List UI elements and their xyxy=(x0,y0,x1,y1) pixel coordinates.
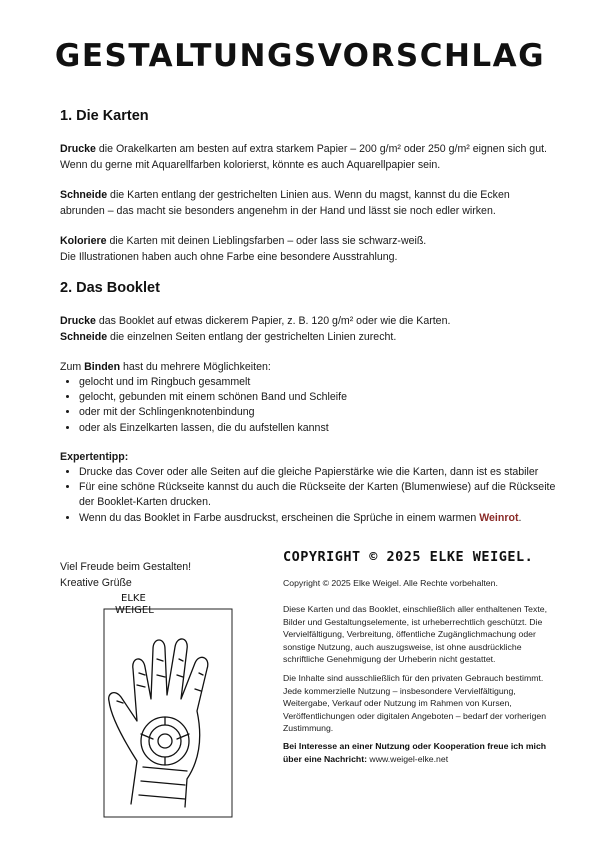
contact-bold: Bei Interesse an einer Nutzung oder Kooperation freue ich mich über eine Nachricht: xyxy=(283,741,547,764)
section-heading-booklet: 2. Das Booklet xyxy=(60,280,160,296)
bold-label: Schneide xyxy=(60,330,108,343)
bold-label: Drucke xyxy=(60,315,96,327)
usage-paragraph: Die Inhalte sind ausschließlich für den privaten Gebrauch bestimmt. Jede kommerzielle Nutzung – insbesondere Vervielfältigung, Weitergabe, Verkauf oder Nutzung im Rahmen von Kursen, Veröffentlichungen oder digitalen Angeboten – bedarf der vorherigen Zustimmung. xyxy=(283,673,547,734)
paragraph-text: hast du mehrere Möglichkeiten: xyxy=(120,361,271,373)
bold-label: Binden xyxy=(84,361,121,373)
list-item xyxy=(79,511,569,526)
copyright-heading: COPYRIGHT © 2025 ELKE WEIGEL. xyxy=(283,549,534,565)
cards-cut-paragraph xyxy=(60,188,548,219)
booklet-print-paragraph xyxy=(60,314,548,345)
binding-options-list xyxy=(60,375,569,436)
contact-paragraph xyxy=(283,740,558,765)
paragraph-text: die Karten mit deinen Lieblingsfarben – oder lass sie schwarz-weiß. xyxy=(106,235,427,247)
tips-list xyxy=(60,465,569,526)
art-signature-line1: ELKE xyxy=(121,593,146,604)
art-signature-line2: WEIGEL xyxy=(115,605,154,616)
paragraph-text: Die Illustrationen haben auch ohne Farbe eine besondere Ausstrahlung. xyxy=(60,250,398,263)
highlight-weinrot: Weinrot xyxy=(479,511,519,524)
binding-intro xyxy=(60,360,548,376)
paragraph-text: Zum xyxy=(60,361,85,373)
copyright-paragraph: Diese Karten und das Booklet, einschließlich aller enthaltenen Texte, Bilder und Gestaltungselemente, ist urheberrechtlich geschützt. Die Vervielfältigung, Verbreitung, öffentliche Zugänglichmachung oder sonstige Nutzung, auch auszugsweise, ist ohne ausdrückliche schriftliche Genehmigung der Urheberin nicht gestattet. xyxy=(283,604,547,665)
paragraph-text: die Karten entlang der gestrichelten Linien aus. Wenn du magst, kannst du die Ecken abrunden – das macht sie besonders angenehm in der Hand und lässt sie noch edler wirken. xyxy=(60,189,510,217)
bold-label: Schneide xyxy=(60,189,108,201)
tips-heading: Expertentipp: xyxy=(60,451,129,463)
list-item-end: . xyxy=(518,511,522,524)
page-title: GESTALTUNGSVORSCHLAG xyxy=(54,38,546,74)
signoff xyxy=(60,560,191,591)
paragraph-text: das Booklet auf etwas dickerem Papier, z. B. 120 g/m² oder wie die Karten. xyxy=(95,315,451,327)
paragraph-text: die einzelnen Seiten entlang der gestrichelten Linien zurecht. xyxy=(107,330,397,343)
cards-print-paragraph xyxy=(60,142,548,173)
bold-label: Koloriere xyxy=(60,235,107,247)
list-item-text: Wenn du das Booklet in Farbe ausdruckst, erscheinen die Sprüche in einem warmen xyxy=(79,511,480,524)
signoff-line: Kreative Grüße xyxy=(60,576,132,589)
list-item: • Drucke das Cover oder alle Seiten auf die gleiche Papierstärke wie die Karten, dann ist es stabiler xyxy=(79,465,569,480)
copyright-line: Copyright © 2025 Elke Weigel. Alle Rechte vorbehalten. xyxy=(283,578,498,588)
cards-color-paragraph xyxy=(60,234,548,265)
section-heading-cards: 1. Die Karten xyxy=(60,108,149,124)
list-item: • gelocht, gebunden mit einem schönen Band und Schleife xyxy=(79,390,569,405)
list-item: • oder mit der Schlingenknotenbindung xyxy=(79,405,569,420)
signoff-line: Viel Freude beim Gestalten! xyxy=(60,561,192,573)
website-link[interactable]: www.weigel-elke.net xyxy=(367,753,449,764)
list-item: • oder als Einzelkarten lassen, die du aufstellen kannst xyxy=(79,421,569,436)
list-item: • Für eine schöne Rückseite kannst du auch die Rückseite der Karten (Blumenwiese) auf die Rückseite der Booklet-Karten drucken. xyxy=(79,480,569,510)
hand-illustration xyxy=(103,589,233,819)
paragraph-text: die Orakelkarten am besten auf extra starkem Papier – 200 g/m² oder 250 g/m² eignen sich gut. Wenn du gerne mit Aquarellfarben kolorierst, könnte es auch Aquarellpapier sein. xyxy=(60,143,547,171)
list-item: • gelocht und im Ringbuch gesammelt xyxy=(79,375,569,390)
bold-label: Drucke xyxy=(60,143,96,155)
